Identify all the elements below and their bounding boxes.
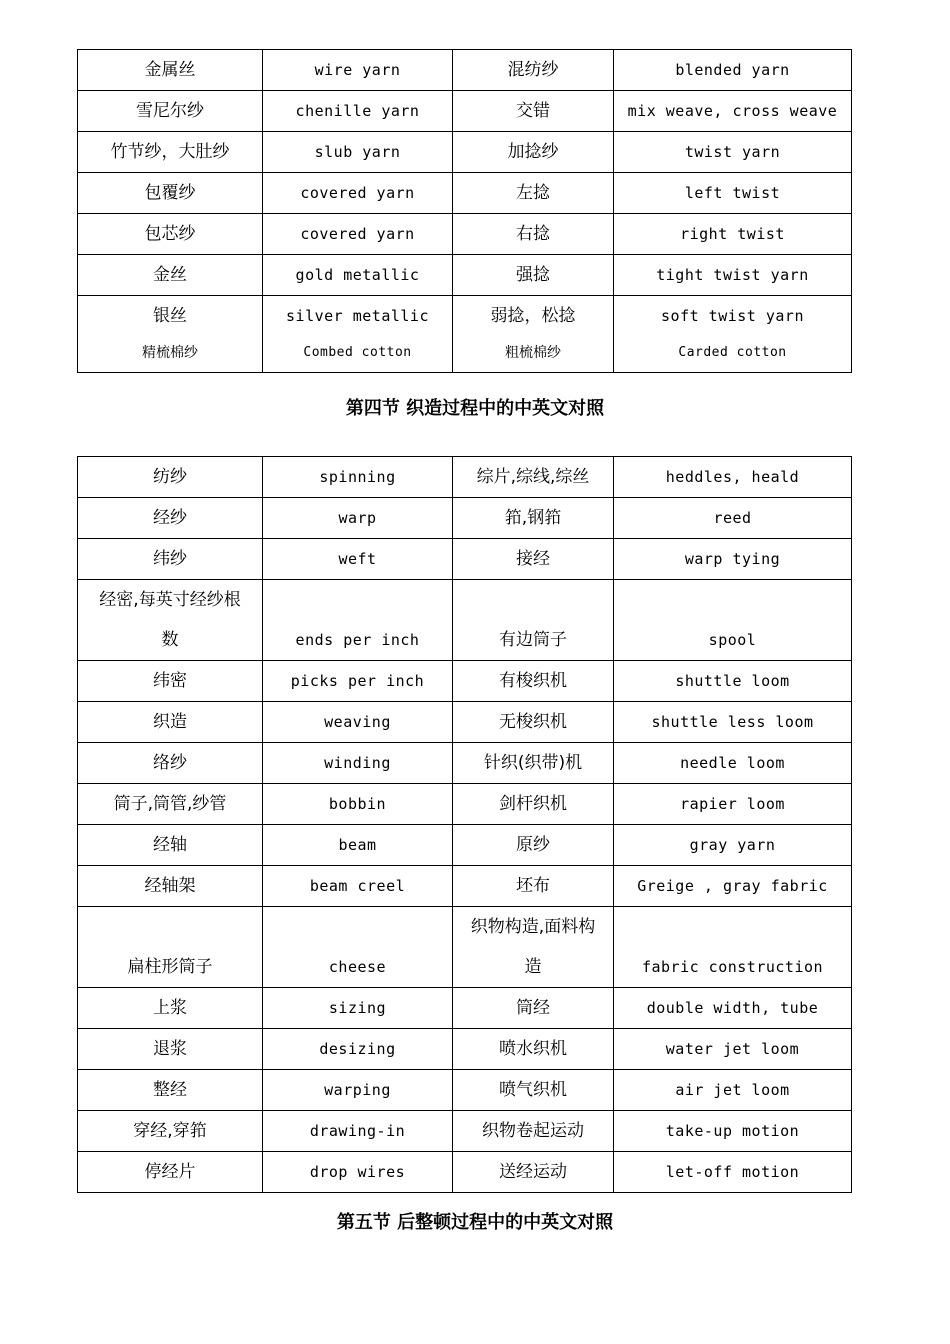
term-english: shuttle less loom [614, 702, 852, 743]
table-row [78, 296, 852, 373]
term-chinese: 退浆 [78, 1029, 263, 1070]
term-english: tight twist yarn [614, 255, 852, 296]
term-english: ends per inch [263, 580, 453, 661]
term-chinese: 纺纱 [78, 457, 263, 498]
term-english: fabric construction [614, 907, 852, 988]
term-chinese [453, 907, 614, 988]
term-english [263, 296, 453, 373]
term-english: take-up motion [614, 1111, 852, 1152]
term-chinese: 停经片 [78, 1152, 263, 1193]
table-row [78, 539, 852, 580]
term-line: 造 [524, 957, 542, 977]
term-chinese: 原纱 [453, 825, 614, 866]
term-english: covered yarn [263, 214, 453, 255]
term-line: 数 [161, 630, 179, 650]
term-line: 粗梳棉纱 [505, 345, 561, 361]
term-english: Greige , gray fabric [614, 866, 852, 907]
term-english: mix weave, cross weave [614, 91, 852, 132]
term-chinese: 剑杆织机 [453, 784, 614, 825]
term-english: gold metallic [263, 255, 453, 296]
term-line: 弱捻，松捻 [490, 306, 576, 326]
term-english: winding [263, 743, 453, 784]
term-chinese: 接经 [453, 539, 614, 580]
table-row [78, 661, 852, 702]
table-row [78, 580, 852, 661]
term-chinese: 经轴 [78, 825, 263, 866]
table-row [78, 255, 852, 296]
term-chinese: 纬密 [78, 661, 263, 702]
term-chinese [78, 296, 263, 373]
term-english: beam creel [263, 866, 453, 907]
term-line: soft twist yarn [661, 307, 804, 325]
term-chinese: 筘,钢筘 [453, 498, 614, 539]
term-english: warping [263, 1070, 453, 1111]
term-chinese: 喷气织机 [453, 1070, 614, 1111]
term-line: 银丝 [153, 306, 187, 326]
term-chinese: 针织(织带)机 [453, 743, 614, 784]
term-chinese: 混纺纱 [453, 50, 614, 91]
term-english: slub yarn [263, 132, 453, 173]
term-chinese: 雪尼尔纱 [78, 91, 263, 132]
term-english: shuttle loom [614, 661, 852, 702]
term-line: silver metallic [286, 307, 429, 325]
term-english: left twist [614, 173, 852, 214]
table-row [78, 784, 852, 825]
term-chinese: 送经运动 [453, 1152, 614, 1193]
table-row [78, 1070, 852, 1111]
term-english: spinning [263, 457, 453, 498]
term-chinese: 右捻 [453, 214, 614, 255]
table-row [78, 1152, 852, 1193]
table-row [78, 866, 852, 907]
term-chinese: 有梭织机 [453, 661, 614, 702]
table-row [78, 702, 852, 743]
term-chinese [453, 296, 614, 373]
term-chinese: 络纱 [78, 743, 263, 784]
term-chinese: 综片,综线,综丝 [453, 457, 614, 498]
term-chinese: 经纱 [78, 498, 263, 539]
term-chinese: 竹节纱，大肚纱 [78, 132, 263, 173]
table-row [78, 907, 852, 988]
term-chinese: 坯布 [453, 866, 614, 907]
term-english: sizing [263, 988, 453, 1029]
term-english: reed [614, 498, 852, 539]
term-chinese: 织物卷起运动 [453, 1111, 614, 1152]
term-english: weaving [263, 702, 453, 743]
table-row [78, 132, 852, 173]
glossary-table-weaving [77, 456, 852, 1193]
table-row [78, 498, 852, 539]
section-heading: 第五节 后整顿过程中的中英文对照 [336, 1212, 614, 1233]
term-english: wire yarn [263, 50, 453, 91]
term-english: weft [263, 539, 453, 580]
term-english: heddles, heald [614, 457, 852, 498]
table-row [78, 743, 852, 784]
term-english: let-off motion [614, 1152, 852, 1193]
table-row [78, 1029, 852, 1070]
table-row [78, 173, 852, 214]
term-english: drawing-in [263, 1111, 453, 1152]
term-english: double width, tube [614, 988, 852, 1029]
term-english: twist yarn [614, 132, 852, 173]
term-chinese: 有边筒子 [453, 580, 614, 661]
term-english: covered yarn [263, 173, 453, 214]
table-row [78, 1111, 852, 1152]
term-chinese: 喷水织机 [453, 1029, 614, 1070]
term-chinese: 经轴架 [78, 866, 263, 907]
term-line: 精梳棉纱 [142, 345, 198, 361]
term-chinese: 纬纱 [78, 539, 263, 580]
term-english: blended yarn [614, 50, 852, 91]
term-english: warp [263, 498, 453, 539]
term-line: Carded cotton [678, 345, 787, 360]
table-row [78, 50, 852, 91]
term-english: cheese [263, 907, 453, 988]
term-english: bobbin [263, 784, 453, 825]
term-chinese [78, 580, 263, 661]
term-chinese: 包覆纱 [78, 173, 263, 214]
table-row [78, 988, 852, 1029]
term-chinese: 扁柱形筒子 [78, 907, 263, 988]
term-chinese: 整经 [78, 1070, 263, 1111]
term-english: beam [263, 825, 453, 866]
term-chinese: 加捻纱 [453, 132, 614, 173]
term-chinese: 筒经 [453, 988, 614, 1029]
section-heading: 第四节 织造过程中的中英文对照 [345, 398, 605, 419]
table-row [78, 91, 852, 132]
term-english: water jet loom [614, 1029, 852, 1070]
term-chinese: 筒子,筒管,纱管 [78, 784, 263, 825]
term-english: gray yarn [614, 825, 852, 866]
term-line: Combed cotton [303, 345, 412, 360]
term-chinese: 金属丝 [78, 50, 263, 91]
table-row [78, 214, 852, 255]
term-english: drop wires [263, 1152, 453, 1193]
term-chinese: 金丝 [78, 255, 263, 296]
term-english: needle loom [614, 743, 852, 784]
term-english: air jet loom [614, 1070, 852, 1111]
term-english: desizing [263, 1029, 453, 1070]
term-chinese: 交错 [453, 91, 614, 132]
term-english: chenille yarn [263, 91, 453, 132]
glossary-table-yarns [77, 49, 852, 373]
term-chinese: 包芯纱 [78, 214, 263, 255]
term-english: spool [614, 580, 852, 661]
term-english: rapier loom [614, 784, 852, 825]
term-english: picks per inch [263, 661, 453, 702]
term-english: warp tying [614, 539, 852, 580]
table-row [78, 825, 852, 866]
term-chinese: 强捻 [453, 255, 614, 296]
term-line: 织物构造,面料构 [470, 917, 596, 937]
term-line: 经密,每英寸经纱根 [99, 590, 241, 610]
term-english: right twist [614, 214, 852, 255]
term-english [614, 296, 852, 373]
term-chinese: 上浆 [78, 988, 263, 1029]
table-row [78, 457, 852, 498]
term-chinese: 织造 [78, 702, 263, 743]
term-chinese: 无梭织机 [453, 702, 614, 743]
term-chinese: 穿经,穿筘 [78, 1111, 263, 1152]
term-chinese: 左捻 [453, 173, 614, 214]
